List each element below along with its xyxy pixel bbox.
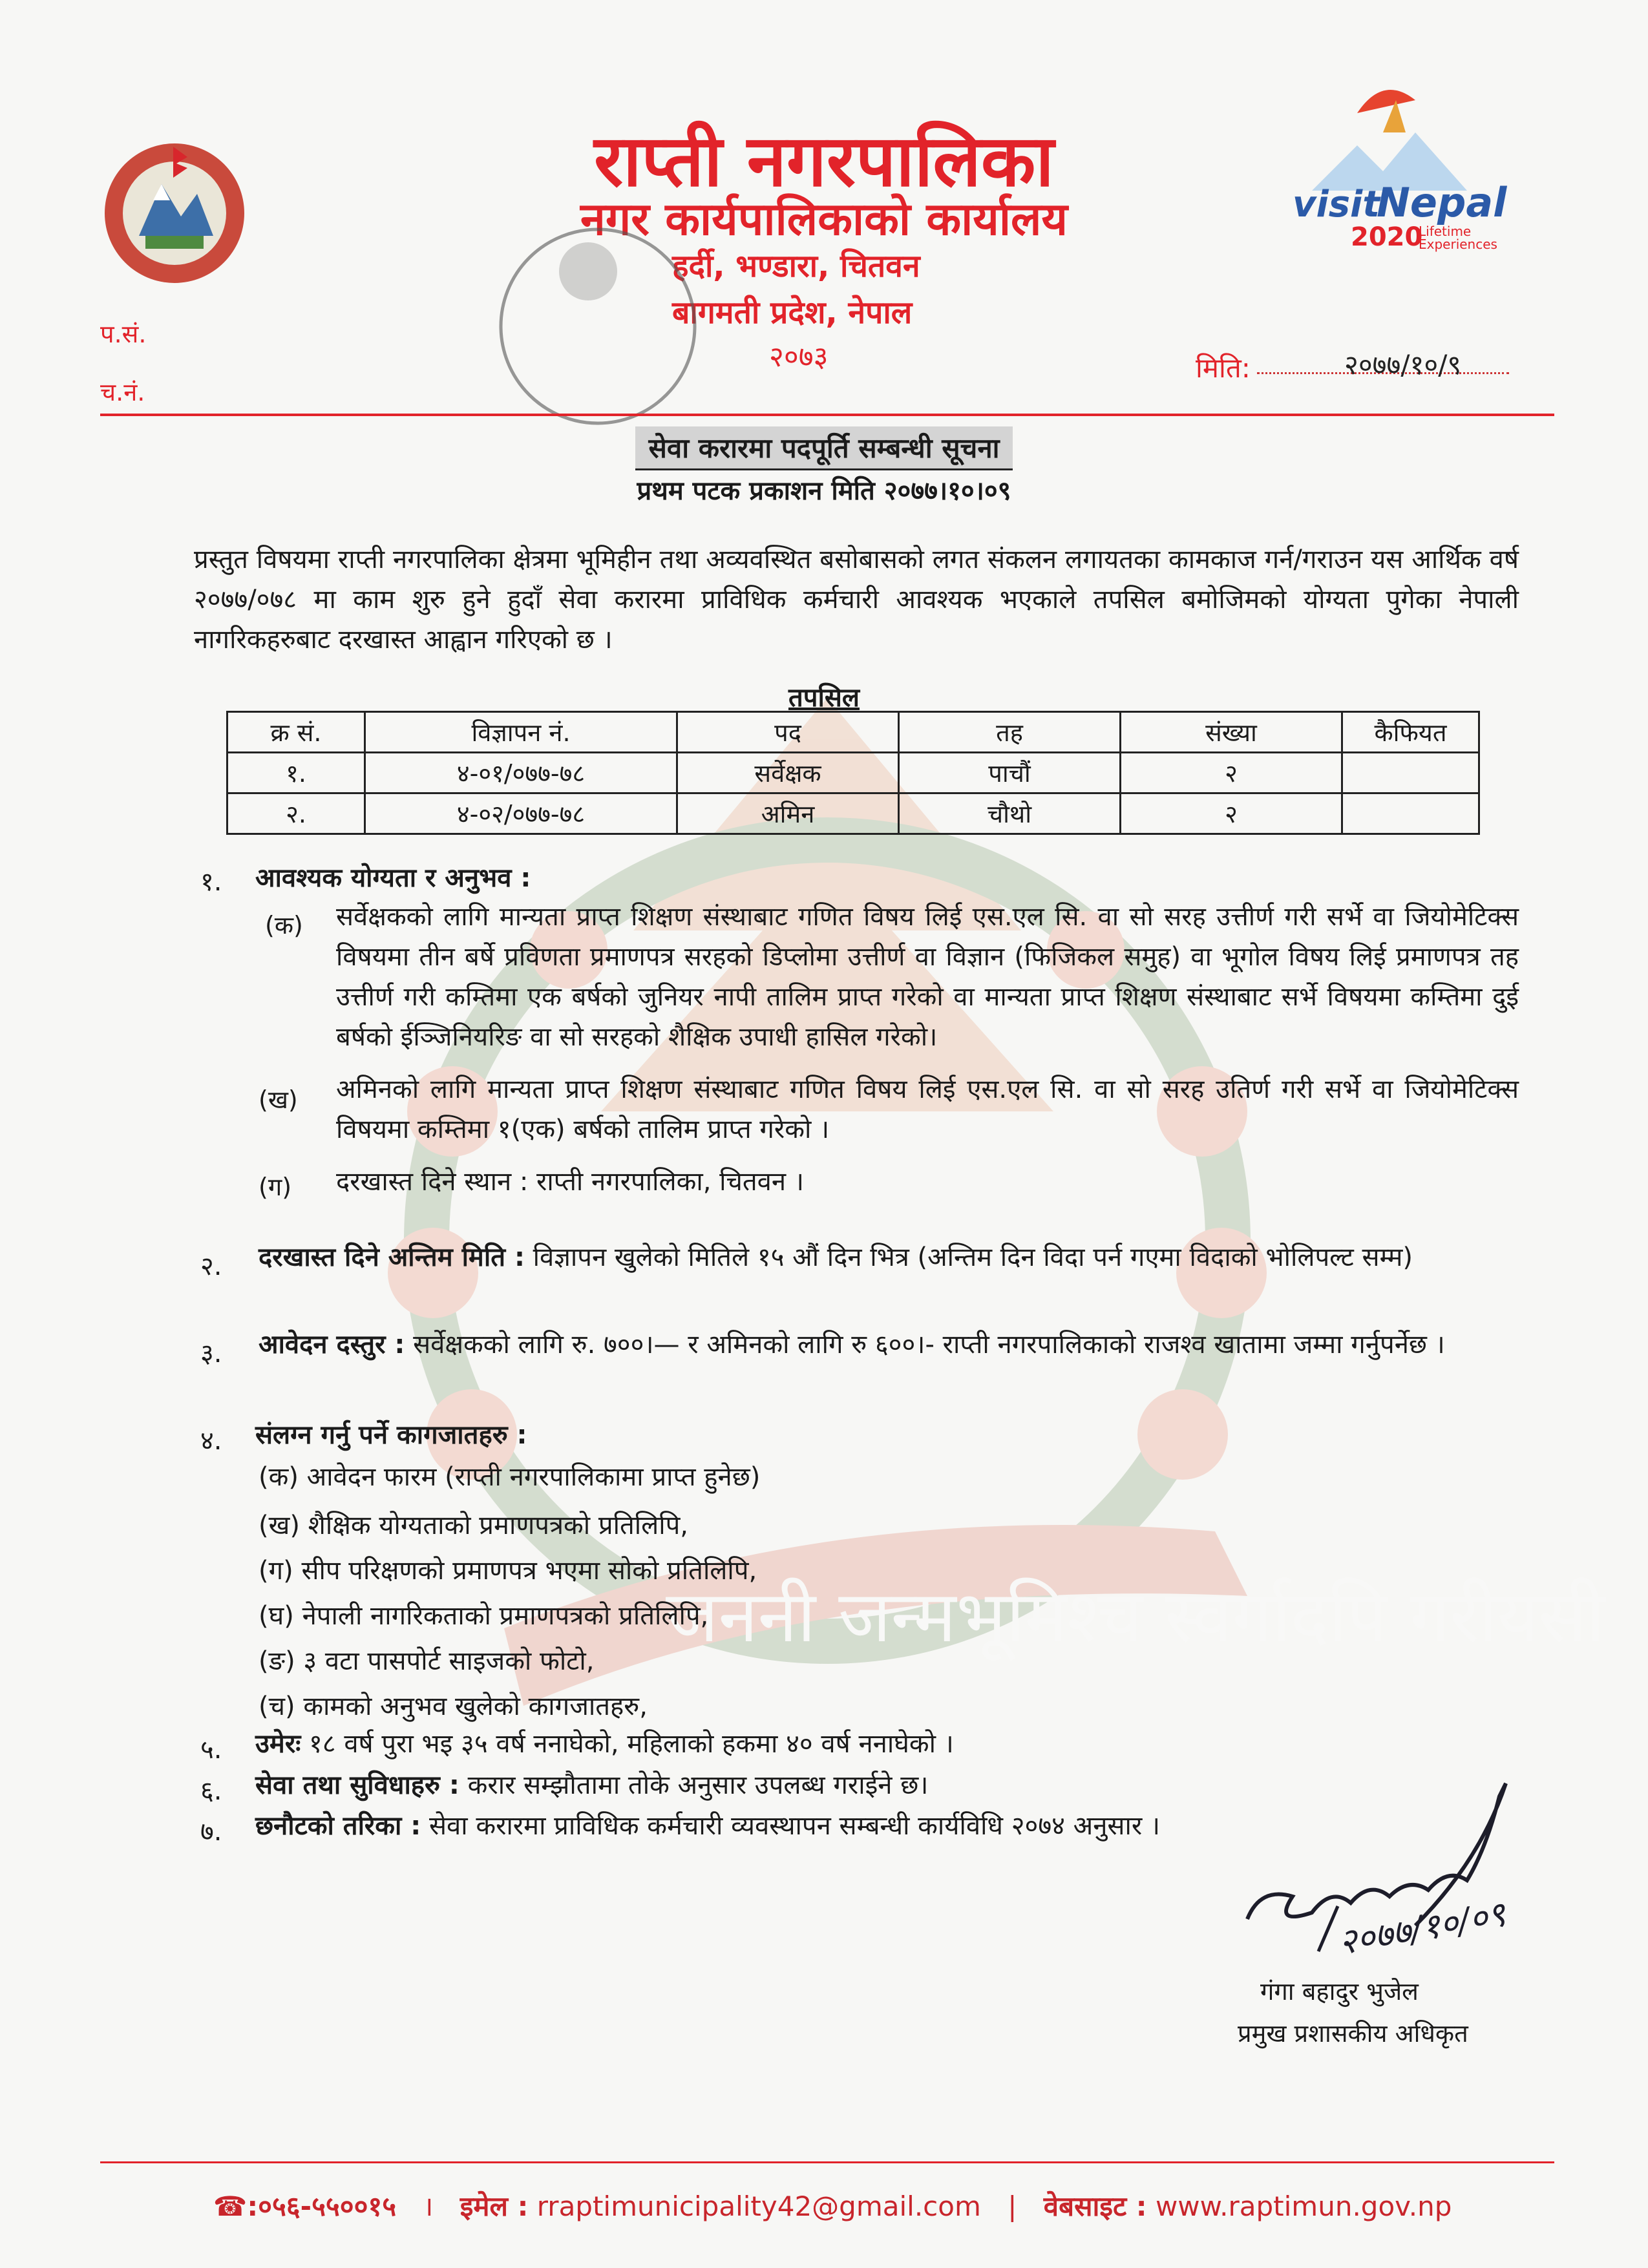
cell-sn: १. bbox=[227, 753, 365, 793]
signature-date: २०७७/१०/०९ bbox=[1335, 1893, 1509, 1963]
item-4-list-b: (ख) शैक्षिक योग्यताको प्रमाणपत्रको प्रतिलिपि, bbox=[259, 1511, 689, 1540]
item-4-list-c: (ग) सीप परिक्षणको प्रमाणपत्र भएमा सोको प्रतिलिपि, bbox=[259, 1556, 757, 1586]
item-4-list-f: (च) कामको अनुभव खुलेको कागजातहरु, bbox=[259, 1692, 648, 1721]
date-value: २०७७/१०/९ bbox=[1344, 349, 1462, 381]
cell-sn: २. bbox=[227, 793, 365, 834]
header-divider bbox=[100, 414, 1554, 416]
item-3-title: आवेदन दस्तुर : bbox=[259, 1330, 405, 1360]
established-year: २०७३ bbox=[769, 341, 829, 373]
address-line2: बागमती प्रदेश, नेपाल bbox=[672, 295, 913, 331]
item-7-body: सेवा करारमा प्राविधिक कर्मचारी व्यवस्थापन सम्बन्धी कार्यविधि २०७४ अनुसार । bbox=[429, 1811, 1161, 1841]
svg-text:visit: visit bbox=[1293, 184, 1380, 226]
org-name: राप्ती नगरपालिका bbox=[594, 120, 1054, 202]
item-7-text bbox=[255, 1806, 1160, 1846]
svg-text:Experiences: Experiences bbox=[1419, 236, 1497, 252]
svg-text:Nepal: Nepal bbox=[1377, 179, 1507, 226]
svg-text:2020: 2020 bbox=[1351, 222, 1423, 252]
item-2-title: दरखास्त दिने अन्तिम मिति : bbox=[259, 1243, 525, 1272]
ref-number-label: प.सं. bbox=[100, 320, 147, 348]
footer-contact: ☎:०५६-५५००१५ । इमेल : rraptimunicipality42@gmail.com | वेबसाइट : www.raptimun.gov.np bbox=[213, 2190, 1452, 2222]
item-5-title: उमेरः bbox=[255, 1729, 301, 1759]
item-2-number: २. bbox=[200, 1252, 222, 1281]
table-caption: तपसिल bbox=[788, 683, 860, 713]
col-header-sn: क्र सं. bbox=[227, 712, 365, 753]
item-4-list-e: (ङ) ३ वटा पासपोर्ट साइजको फोटो, bbox=[259, 1646, 595, 1676]
address-line1: हर्दी, भण्डारा, चितवन bbox=[672, 248, 920, 284]
col-header-ad-no: विज्ञापन नं. bbox=[365, 712, 677, 753]
item-4-number: ४. bbox=[200, 1426, 222, 1456]
item-7-number: ७. bbox=[200, 1817, 222, 1847]
notice-title-text: सेवा करारमा पदपूर्ति सम्बन्धी सूचना bbox=[635, 426, 1012, 470]
item-3-body: सर्वेक्षकको लागि रु. ७००।— र अमिनको लागि रु ६००।- राप्ती नगरपालिकाको राजश्व खातामा जम्मा गर्नुपर्नेछ । bbox=[413, 1330, 1445, 1360]
cell-ad-no: ४-०२/०७७-७८ bbox=[365, 793, 677, 834]
office-name: नगर कार्यपालिकाको कार्यालय bbox=[580, 193, 1068, 246]
dispatch-number-label: च.नं. bbox=[100, 378, 145, 406]
item-5-body: १८ वर्ष पुरा भइ ३५ वर्ष ननाघेको, महिलाको हकमा ४० वर्ष ननाघेको । bbox=[309, 1729, 954, 1759]
handwritten-signature bbox=[1221, 1758, 1532, 1964]
item-1-title: आवश्यक योग्यता र अनुभव : bbox=[255, 863, 531, 893]
item-3-text bbox=[259, 1325, 1519, 1365]
table-row bbox=[227, 793, 1479, 834]
notice-title bbox=[0, 426, 1648, 470]
phone-icon: ☎: bbox=[213, 2190, 259, 2222]
item-4-list-a: (क) आवेदन फारम (राप्ती नगरपालिकामा प्राप्त हुनेछ) bbox=[259, 1462, 761, 1492]
cell-post: अमिन bbox=[677, 793, 899, 834]
item-4-title: संलग्न गर्नु पर्ने कागजातहरु : bbox=[255, 1420, 527, 1450]
item-1b-label: (ख) bbox=[259, 1086, 298, 1114]
cell-count: २ bbox=[1121, 753, 1342, 793]
intro-paragraph: प्रस्तुत विषयमा राप्ती नगरपालिका क्षेत्रमा भूमिहीन तथा अव्यवस्थित बसोबासको लगत संकलन लगायतका कामकाज गर्न/गराउन यस आर्थिक वर्ष २०७७/०७८ मा काम शुरु हुने हुदाँ सेवा करारमा प्राविधिक कर्मचारी आवश्यक भएकाले तपसिल बमोजिमको योग्यता पुगेका नेपाली नागरिकहरुबाट दरखास्त आह्वान गरिएको छ । bbox=[194, 545, 1519, 655]
item-3-number: ३. bbox=[200, 1339, 222, 1369]
signatory-name: गंगा बहादुर भुजेल bbox=[1260, 1977, 1419, 2006]
phone-number: ०५६-५५००१५ bbox=[258, 2190, 397, 2222]
publish-date-line: प्रथम पटक प्रकाशन मिति २०७७।१०।०९ bbox=[637, 476, 1011, 506]
item-7-title: छनौटको तरिका : bbox=[255, 1811, 421, 1841]
col-header-remarks: कैफियत bbox=[1342, 712, 1479, 753]
cell-level: चौथो bbox=[899, 793, 1121, 834]
item-5-text bbox=[255, 1724, 954, 1764]
cell-count: २ bbox=[1121, 793, 1342, 834]
watermark-motto: जननी जन्मभूमिश्च स्वर्गादपि गरीयसी bbox=[666, 1575, 1605, 1658]
item-2-text bbox=[259, 1237, 1519, 1277]
email-link[interactable]: rraptimunicipality42@gmail.com bbox=[536, 2190, 981, 2222]
cell-ad-no: ४-०१/०७७-७८ bbox=[365, 753, 677, 793]
item-6-body: करार सम्झौतामा तोके अनुसार उपलब्ध गराईने छ। bbox=[467, 1770, 929, 1800]
date-label: मिति: bbox=[1196, 352, 1251, 384]
col-header-level: तह bbox=[899, 712, 1121, 753]
website-label: वेबसाइट : bbox=[1043, 2190, 1147, 2222]
cell-remarks bbox=[1342, 793, 1479, 834]
cell-remarks bbox=[1342, 753, 1479, 793]
svg-text:Lifetime: Lifetime bbox=[1419, 224, 1472, 239]
col-header-count: संख्या bbox=[1121, 712, 1342, 753]
item-1a-text: सर्वेक्षकको लागि मान्यता प्राप्त शिक्षण संस्थाबाट गणित विषय लिई एस.एल सि. वा सो सरह उत्तीर्ण गरी सर्भे वा जियोमेटिक्स विषयमा तीन बर्षे प्रविणता प्रमाणपत्र सरहको डिप्लोमा उत्तीर्ण वा विज्ञान (फिजिकल समुह) वा भूगोल विषय लिई प्रमाणपत्र तह उत्तीर्ण गरी कम्तिमा एक बर्षको जुनियर नापी तालिम प्राप्त गरेको वा मान्यता प्राप्त शिक्षण संस्थाबाट सर्भे विषयमा कम्तिमा दुई बर्षको ईञ्जिनियरिङ वा सो सरहको शैक्षिक उपाधी हासिल गरेको। bbox=[336, 902, 1519, 1052]
cell-post: सर्वेक्षक bbox=[677, 753, 899, 793]
table-row bbox=[227, 753, 1479, 793]
table-header-row bbox=[227, 712, 1479, 753]
signatory-designation: प्रमुख प्रशासकीय अधिकृत bbox=[1238, 2019, 1468, 2048]
col-header-post: पद bbox=[677, 712, 899, 753]
item-2-body: विज्ञापन खुलेको मितिले १५ औं दिन भित्र (अन्तिम दिन विदा पर्न गएमा विदाको भोलिपल्ट सम्म) bbox=[533, 1243, 1413, 1272]
item-1b-text: अमिनको लागि मान्यता प्राप्त शिक्षण संस्थाबाट गणित विषय लिई एस.एल सि. वा सो सरह उतिर्ण गरी सर्भे वा जियोमेटिक्स विषयमा कम्तिमा १(एक) बर्षको तालिम प्राप्त गरेको । bbox=[336, 1075, 1519, 1144]
item-5-number: ५. bbox=[200, 1735, 222, 1765]
item-1a-label: (क) bbox=[265, 911, 303, 940]
cell-level: पाचौं bbox=[899, 753, 1121, 793]
office-stamp bbox=[491, 220, 704, 433]
footer-divider bbox=[100, 2161, 1554, 2163]
item-1-number: १. bbox=[200, 867, 222, 897]
website-link[interactable]: www.raptimun.gov.np bbox=[1155, 2190, 1452, 2222]
item-6-text bbox=[255, 1765, 928, 1805]
posts-table bbox=[226, 711, 1480, 835]
item-4-list-d: (घ) नेपाली नागरिकताको प्रमाणपत्रको प्रतिलिपि, bbox=[259, 1601, 709, 1631]
email-label: इमेल : bbox=[460, 2190, 529, 2222]
item-1c-text: दरखास्त दिने स्थान : राप्ती नगरपालिका, चितवन । bbox=[336, 1167, 804, 1197]
item-6-number: ६. bbox=[200, 1776, 222, 1806]
item-1c-label: (ग) bbox=[259, 1173, 292, 1201]
item-6-title: सेवा तथा सुविधाहरु : bbox=[255, 1770, 460, 1800]
